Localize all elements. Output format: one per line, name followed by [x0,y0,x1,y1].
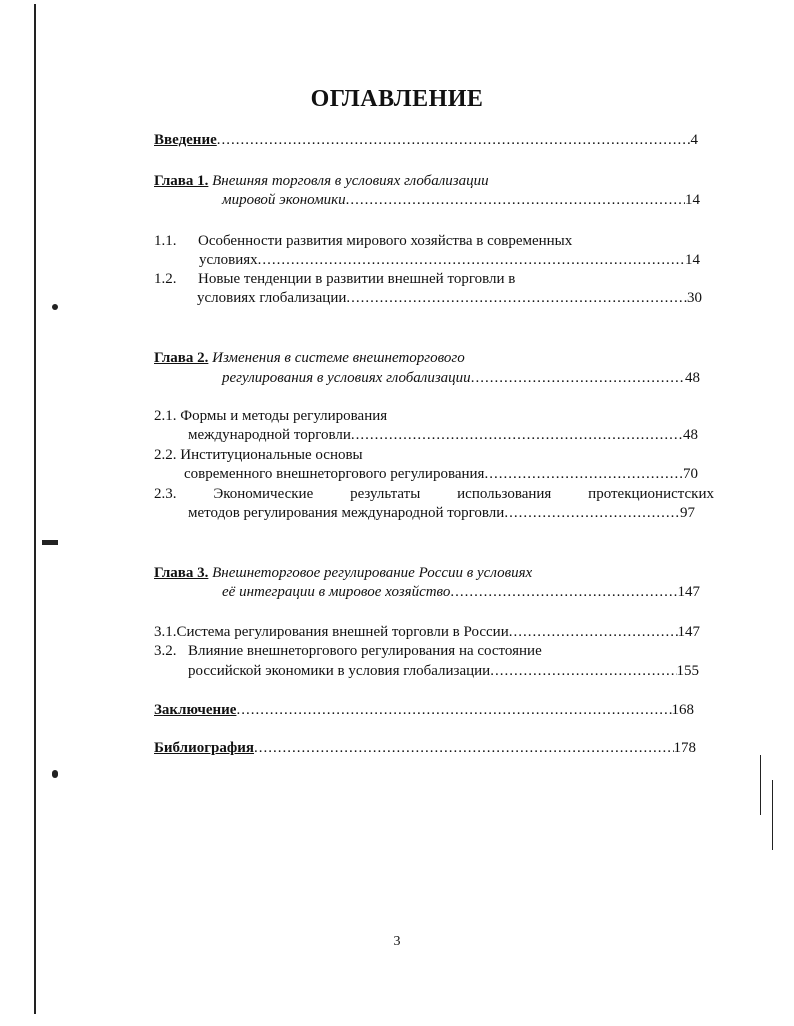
right-scan-line-1 [760,755,761,815]
toc-section-title-word: протекционистских [588,486,714,502]
toc-section-2-1[interactable] [154,406,387,426]
toc-bibliography-label: Библиография [154,740,255,756]
toc-section-title: международной торговли [188,427,351,443]
toc-chapter-title: Внешняя торговля в условиях глобализации [212,173,489,189]
toc-page-number: 147 [677,584,700,600]
toc-section-title: условиях глобализации [197,290,347,306]
toc-page-number: 14 [685,192,700,208]
toc-section-title-word: результаты [350,486,421,502]
toc-entry-conclusion[interactable] [154,700,694,720]
toc-section-2-1-continuation[interactable] [188,425,698,445]
toc-section-title: российской экономики в условия глобализации [188,663,491,679]
toc-page-number: 147 [677,624,700,640]
toc-section-1-2-continuation[interactable] [197,288,702,308]
toc-chapter-label: Глава 3. [154,565,209,581]
toc-section-title: методов регулирования международной торговли [188,505,505,521]
toc-section-title: условиях [199,252,258,268]
punch-mark-top [52,304,58,310]
toc-chapter-2-continuation[interactable] [222,368,700,388]
page-title: ОГЛАВЛЕНИЕ [310,86,484,112]
toc-section-title: Институциональные основы [180,447,363,463]
toc-page-number: 168 [671,702,694,718]
toc-section-title-word: использования [457,486,552,502]
toc-chapter-title: Изменения в системе внешнеторгового [212,350,465,366]
toc-chapter-3-continuation[interactable] [222,582,700,602]
toc-dot-leader [258,250,685,270]
right-scan-line-2 [772,780,773,850]
toc-section-2-3[interactable] [154,484,714,504]
toc-section-number: 3.1. [154,624,177,640]
toc-page-number: 70 [683,466,698,482]
toc-chapter-2-heading[interactable] [154,348,465,368]
toc-section-number: 2.1. [154,408,177,424]
toc-page-number: 30 [687,290,702,306]
toc-page-number: 178 [673,740,696,756]
toc-page-number: 97 [680,505,695,521]
toc-section-number: 1.2. [154,271,177,287]
toc-page-number: 155 [676,663,699,679]
punch-mark-middle [42,540,58,545]
toc-section-number: 2.2. [154,447,177,463]
toc-section-number: 2.3. [154,486,177,502]
toc-section-title-word: Экономические [213,486,314,502]
toc-dot-leader [490,661,676,681]
left-margin-line [34,4,36,1014]
toc-section-1-1-continuation[interactable] [199,250,700,270]
toc-section-2-2[interactable] [154,445,363,465]
toc-chapter-title: регулирования в условиях глобализации [222,370,471,386]
toc-chapter-1-heading[interactable] [154,171,489,191]
toc-dot-leader [450,582,677,602]
page-number: 3 [393,934,401,949]
punch-mark-bottom [52,770,58,778]
toc-section-title: Влияние внешнеторгового регулирования на состояние [188,643,542,659]
toc-chapter-3-heading[interactable] [154,563,532,583]
toc-page-number: 48 [683,427,698,443]
toc-chapter-title: её интеграции в мировое хозяйство [222,584,451,600]
toc-dot-leader [217,130,691,150]
toc-dot-leader [254,738,673,758]
toc-chapter-label: Глава 1. [154,173,209,189]
toc-dot-leader [484,464,683,484]
toc-section-title: Новые тенденции в развитии внешней торговли в [198,271,516,287]
toc-chapter-title: мировой экономики [222,192,346,208]
toc-section-3-2-continuation[interactable] [188,661,699,681]
toc-page-number: 48 [685,370,700,386]
toc-dot-leader [509,622,678,642]
toc-section-number: 1.1. [154,233,177,249]
toc-section-title: Особенности развития мирового хозяйства в современных [198,233,573,249]
toc-dot-leader [236,700,671,720]
toc-chapter-1-continuation[interactable] [222,190,700,210]
toc-entry-bibliography[interactable] [154,738,696,758]
toc-section-title: Формы и методы регулирования [180,408,388,424]
toc-section-3-1[interactable] [154,622,700,642]
toc-conclusion-label: Заключение [154,702,237,718]
toc-dot-leader [346,288,687,308]
toc-section-1-2[interactable] [154,269,515,289]
toc-dot-leader [346,190,685,210]
toc-page-number: 4 [690,132,698,148]
toc-section-title: Система регулирования внешней торговли в России [176,624,509,640]
toc-section-2-2-continuation[interactable] [184,464,698,484]
toc-section-3-2[interactable] [154,641,542,661]
toc-intro-label: Введение [154,132,217,148]
toc-chapter-title: Внешнеторговое регулирование России в условиях [212,565,533,581]
toc-section-1-1[interactable] [154,231,572,251]
toc-dot-leader [504,503,680,523]
toc-section-2-3-continuation[interactable] [188,503,695,523]
toc-section-title: современного внешнеторгового регулирования [184,466,485,482]
toc-section-number: 3.2. [154,643,177,659]
toc-page-number: 14 [685,252,700,268]
toc-chapter-label: Глава 2. [154,350,209,366]
toc-dot-leader [351,425,683,445]
toc-dot-leader [471,368,685,388]
toc-entry-intro[interactable] [154,130,698,150]
